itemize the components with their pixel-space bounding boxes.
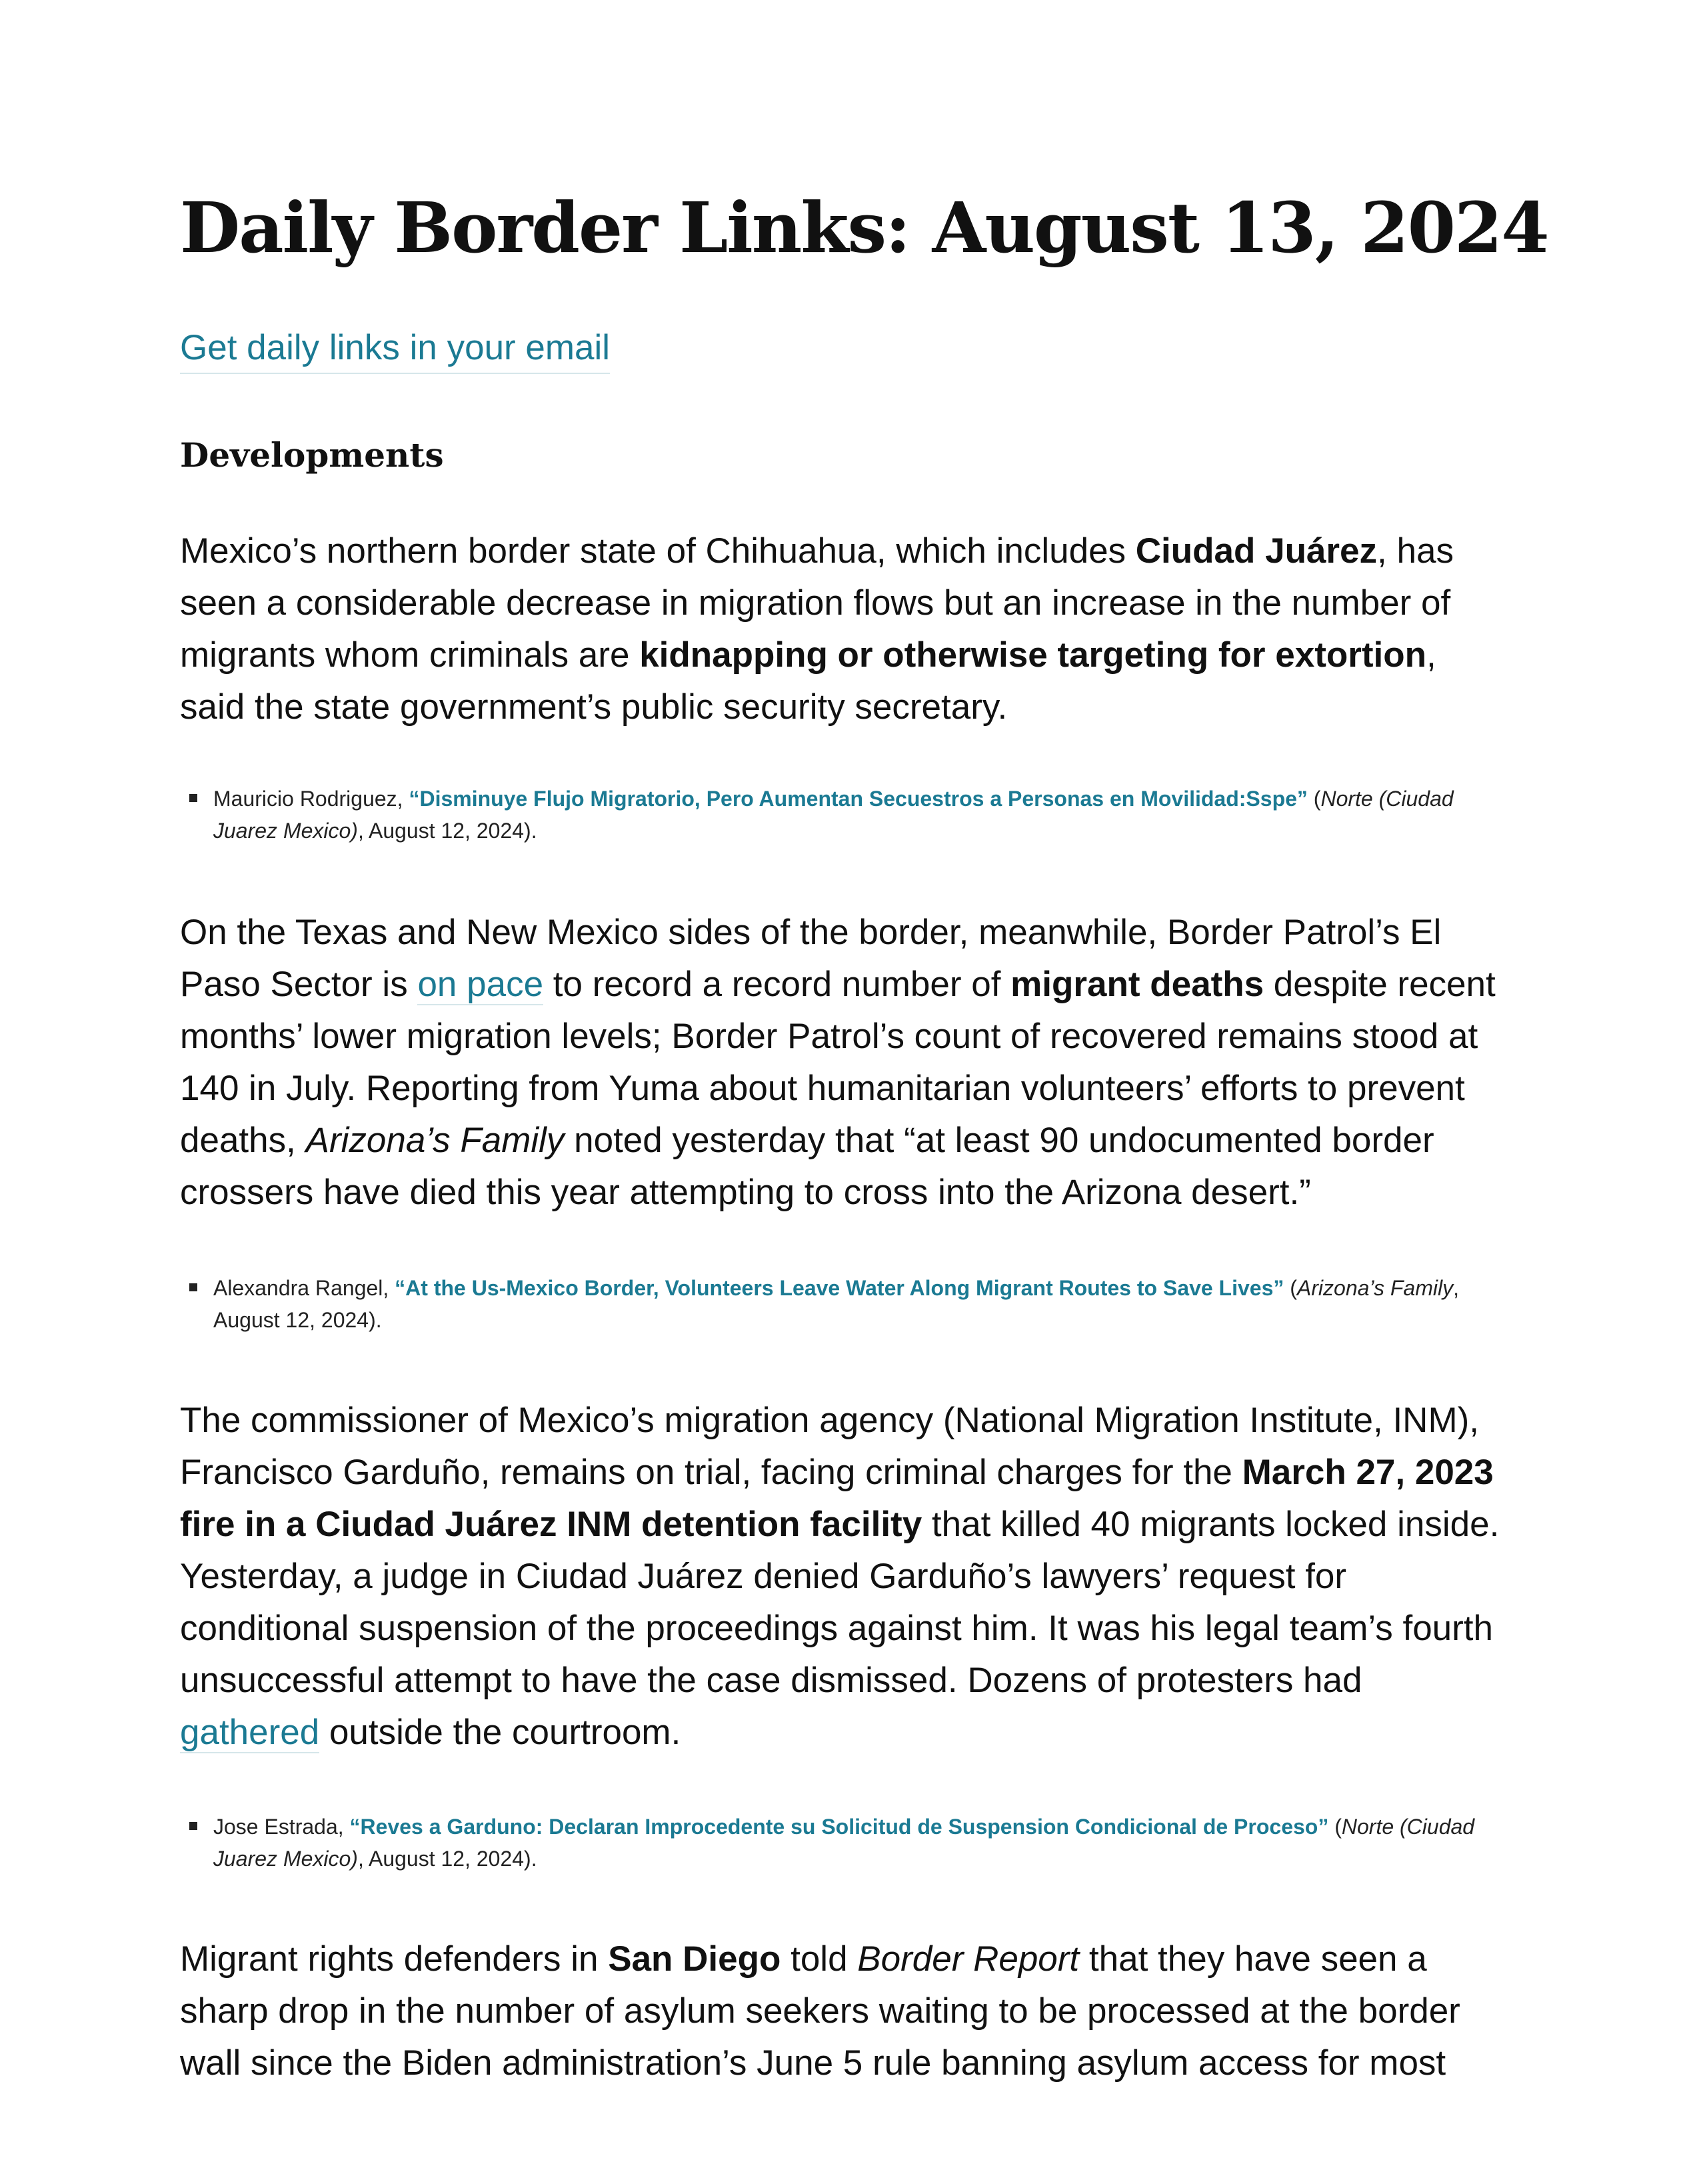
citation-author: Mauricio Rodriguez,: [213, 787, 409, 811]
citation-source: Norte (Ciudad Juarez Mexico): [213, 1815, 1475, 1871]
italic-text: Arizona’s Family: [305, 1121, 565, 1160]
citation-item: [180, 783, 1500, 847]
paragraph-inm-trial: [180, 1395, 1506, 1759]
paragraph-text: that they have seen a sharp drop in the number of asylum seekers waiting to be processed at the border wall since the Biden administration’s June 5 rule banning asylum access for most: [180, 1939, 1460, 2083]
paragraph-text: On the Texas and New Mexico sides of the border, meanwhile, Border Patrol’s El Paso Sector is: [180, 913, 1442, 1004]
bold-text: migrant deaths: [1010, 965, 1264, 1004]
paragraph-chihuahua: [180, 525, 1506, 733]
email-subscribe-link[interactable]: Get daily links in your email: [180, 325, 610, 374]
citation-item: [180, 1272, 1500, 1336]
bold-text: kidnapping or otherwise targeting for extortion: [639, 635, 1426, 675]
citation-text: (: [1328, 1815, 1342, 1839]
paragraph-text: , said the state government’s public security secretary.: [180, 635, 1436, 727]
gathered-link[interactable]: gathered: [180, 1713, 320, 1752]
page-title: Daily Border Links: August 13, 2024: [180, 187, 1548, 269]
paragraph-text: , has seen a considerable decrease in migration flows but an increase in the number of migrants whom criminals are: [180, 531, 1454, 675]
citation-source: Norte (Ciudad Juarez Mexico): [213, 787, 1454, 843]
citation-link[interactable]: “Disminuye Flujo Migratorio, Pero Aumentan Secuestros a Personas en Movilidad:Sspe”: [409, 787, 1308, 811]
citation-date: , August 12, 2024).: [357, 819, 537, 843]
paragraph-san-diego: [180, 1933, 1506, 2089]
citation-item: [180, 1811, 1500, 1875]
paragraph-text: told: [781, 1939, 858, 1979]
paragraph-text: that killed 40 migrants locked inside. Yesterday, a judge in Ciudad Juárez denied Garduño’s lawyers’ request for conditional suspension of the proceedings against him. It was his legal team’s fourth unsuccessful attempt to have the case dismissed. Dozens of protesters had: [180, 1505, 1500, 1700]
paragraph-text: noted yesterday that “at least 90 undocumented border crossers have died this year attempting to cross into the Arizona desert.”: [180, 1121, 1434, 1212]
paragraph-text: outside the courtroom.: [319, 1713, 681, 1752]
paragraph-text: to record a record number of: [543, 965, 1011, 1004]
citation-date: , August 12, 2024).: [357, 1847, 537, 1871]
section-heading: Developments: [180, 435, 444, 475]
citation-source: Arizona’s Family: [1296, 1276, 1454, 1300]
citation-link[interactable]: “At the Us-Mexico Border, Volunteers Leave Water Along Migrant Routes to Save Lives”: [395, 1276, 1284, 1300]
on-pace-link[interactable]: on pace: [417, 965, 544, 1004]
italic-text: Border Report: [857, 1939, 1080, 1979]
paragraph-text: The commissioner of Mexico’s migration agency (National Migration Institute, INM), Francisco Garduño, remains on trial, facing criminal charges for the: [180, 1401, 1479, 1492]
citation-text: (: [1307, 787, 1321, 811]
citation-date: , August 12, 2024).: [213, 1276, 1459, 1332]
paragraph-el-paso: [180, 907, 1506, 1219]
bullet-icon: [189, 1822, 197, 1830]
bullet-icon: [189, 1283, 197, 1291]
bold-text: Ciudad Juárez: [1135, 531, 1378, 571]
paragraph-text: despite recent months’ lower migration levels; Border Patrol’s count of recovered remains stood at 140 in July. Reporting from Yuma about humanitarian volunteers’ efforts to prevent deaths,: [180, 965, 1496, 1160]
paragraph-text: Migrant rights defenders in: [180, 1939, 609, 1979]
citation-link[interactable]: “Reves a Garduno: Declaran Improcedente su Solicitud de Suspension Condicional de Proceso”: [349, 1815, 1329, 1839]
paragraph-text: Mexico’s northern border state of Chihuahua, which includes: [180, 531, 1136, 571]
bold-text: San Diego: [608, 1939, 781, 1979]
citation-text: (: [1284, 1276, 1297, 1300]
bold-text: March 27, 2023 fire in a Ciudad Juárez INM detention facility: [180, 1453, 1494, 1544]
bullet-icon: [189, 794, 197, 802]
citation-author: Jose Estrada,: [213, 1815, 350, 1839]
citation-author: Alexandra Rangel,: [213, 1276, 395, 1300]
